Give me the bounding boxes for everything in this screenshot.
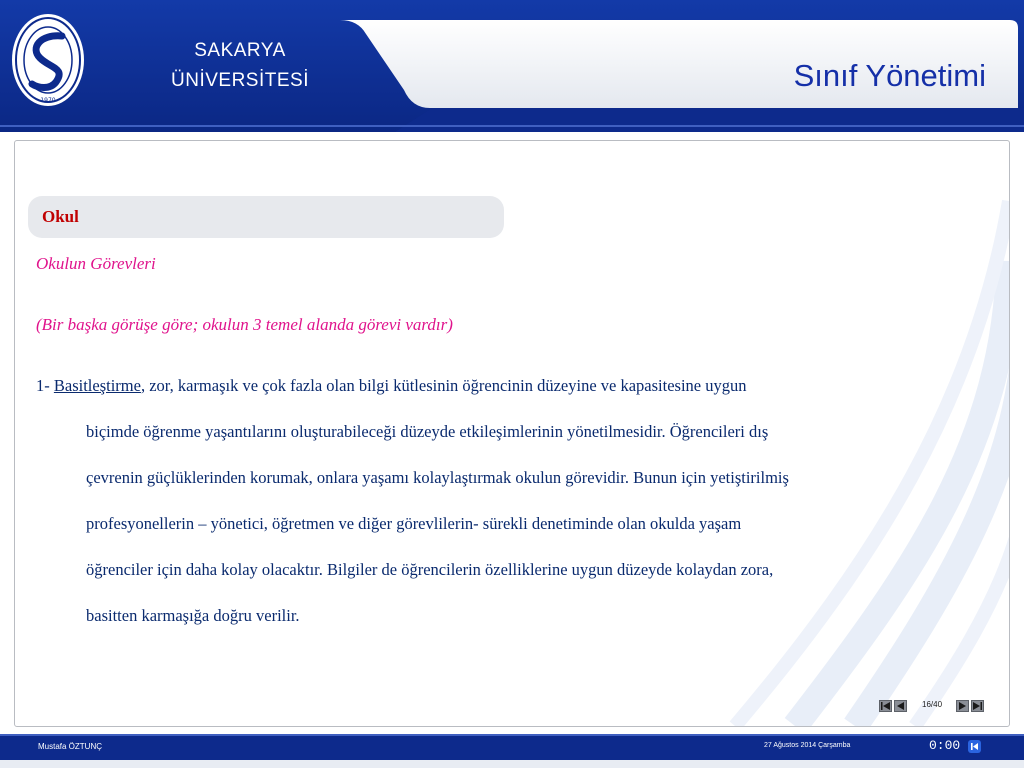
item-term: Basitleştirme [53,376,141,395]
next-slide-button[interactable] [956,700,969,712]
timer-reset-icon [968,740,981,753]
paragraph-line-3: çevrenin güçlüklerinden korumak, onlara yaşamı kolaylaştırmak okulun görevidir. Bunun için yetiştirilmiş [86,468,789,487]
first-slide-button[interactable] [879,700,892,712]
last-slide-icon [973,702,982,710]
author-name: Mustafa ÖZTUNÇ [38,742,103,751]
section-label: Okul [42,207,79,226]
paragraph-line-4: profesyonellerin – yönetici, öğretmen ve diğer görevlilerin- sürekli denetiminde olan okulda yaşam [86,514,742,533]
nav-forward-group [956,700,984,714]
paragraph-line-5: öğrenciler için daha kolay olacaktır. Bilgiler de öğrencilerin özelliklerine uygun düzeyde kolaydan zora, [86,560,774,579]
footer-strip [0,760,1024,768]
slide-footer [0,734,1024,760]
item-number: 1- [36,376,54,395]
slide-header [0,0,1024,132]
subheading-duties: Okulun Görevleri [36,254,156,273]
slide-title: Sınıf Yönetimi [793,58,986,93]
paragraph-line-1 [36,372,986,418]
timer-reset-button[interactable] [968,740,981,753]
previous-slide-icon [896,702,905,710]
section-header [28,196,504,238]
first-slide-icon [881,702,890,710]
university-logo [10,12,86,108]
university-name [150,36,330,96]
sakarya-university-seal-icon [10,12,86,108]
line-text: , zor, karmaşık ve çok fazla olan bilgi kütlesinin öğrencinin düzeyine ve kapasitesine uygun [140,376,747,395]
paragraph-line-2: biçimde öğrenme yaşantılarını oluşturabileceği düzeyde etkileşimlerinin yönetilmesidir. Öğrencileri dış [86,422,769,441]
last-slide-button[interactable] [971,700,984,712]
nav-back-group [879,700,907,714]
body-paragraph [36,372,986,648]
timer-display: 0:00 [929,738,961,753]
previous-slide-button[interactable] [894,700,907,712]
next-slide-icon [958,702,967,710]
svg-text:1970: 1970 [40,97,56,104]
subheading-note: (Bir başka görüşe göre; okulun 3 temel alanda görevi vardır) [36,315,453,334]
page-indicator: 16/40 [922,700,943,709]
presentation-date: 27 Ağustos 2014 Çarşamba [764,742,851,749]
university-name-line2: ÜNİVERSİTESİ [171,70,309,91]
paragraph-line-6: basitten karmaşığa doğru verilir. [86,606,300,625]
university-name-line1: SAKARYA [194,40,286,61]
